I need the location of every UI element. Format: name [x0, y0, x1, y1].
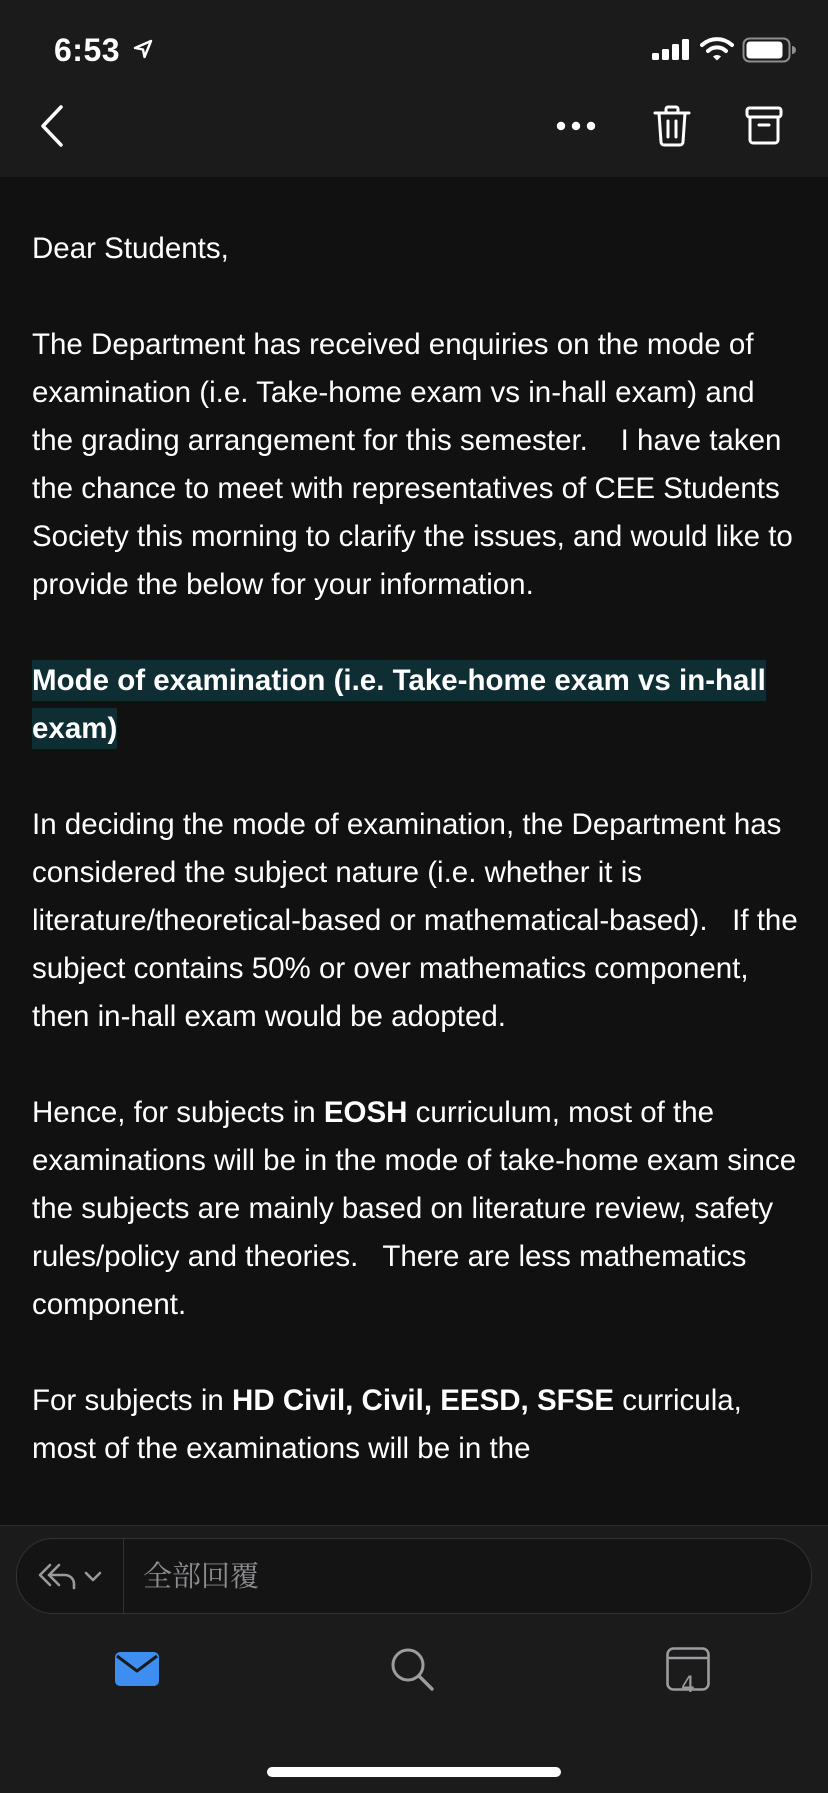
more-button[interactable]: [550, 102, 602, 150]
back-chevron-icon: [39, 104, 65, 148]
message-toolbar: [0, 96, 828, 177]
trash-icon: [653, 105, 691, 147]
status-bar: [0, 0, 828, 96]
back-button[interactable]: [30, 102, 74, 150]
email-paragraph-1: In deciding the mode of examination, the Department has considered the subject nature (i.e. whether it is literature/theoretical-based or mathematical-based). If the subject contains 50% or over mathematics component, then in-hall exam would be adopted.: [32, 808, 806, 1033]
tab-mail[interactable]: [97, 1634, 177, 1704]
reply-all-icon: [37, 1562, 77, 1590]
email-intro: The Department has received enquiries on the mode of examination (i.e. Take-home exam vs in-hall exam) and the grading arrangement for this semester. I have taken the chance to meet with representatives of CEE Students Society this morning to clarify the issues, and would like to provide the below for your information.: [32, 328, 802, 601]
chevron-down-icon: [83, 1569, 103, 1583]
more-icon: [556, 121, 596, 131]
signal-icon: [652, 38, 690, 60]
status-time: 6:53: [54, 32, 121, 68]
para3-after: curricula, most of the examinations will be in the: [32, 1384, 742, 1465]
email-paragraph-3: [32, 1377, 802, 1473]
battery-icon: [742, 37, 796, 63]
section-heading: [32, 657, 802, 753]
wifi-icon: [700, 36, 734, 62]
reply-panel: [0, 1525, 828, 1793]
archive-icon: [745, 106, 783, 146]
tab-calendar[interactable]: [648, 1634, 728, 1704]
para3-before: For subjects in: [32, 1384, 233, 1417]
reply-mode-toggle[interactable]: [17, 1539, 124, 1613]
archive-button[interactable]: [740, 100, 788, 152]
tab-bar: [0, 1634, 828, 1734]
para2-after: curriculum, most of the examinations will be in the mode of take-home exam since the subjects are mainly based on literature review, safety rules/policy and theories. There are less mathematics component.: [32, 1096, 805, 1321]
para2-before: Hence, for subjects in: [32, 1096, 324, 1129]
calendar-icon-wrap: [666, 1647, 710, 1698]
email-paragraph-2: [32, 1089, 805, 1329]
section-heading-text: Mode of examination (i.e. Take-home exam vs in-hall exam): [32, 660, 766, 749]
para2-bold: EOSH: [323, 1096, 408, 1129]
reply-all-input[interactable]: [143, 1555, 783, 1597]
email-body: [32, 225, 806, 1521]
search-icon: [388, 1645, 436, 1693]
email-body-scroll[interactable]: [0, 177, 828, 1525]
tab-search[interactable]: [372, 1634, 452, 1704]
location-arrow-icon: [132, 38, 154, 60]
home-indicator[interactable]: [267, 1767, 561, 1777]
delete-button[interactable]: [648, 100, 696, 152]
mail-icon: [114, 1651, 160, 1687]
calendar-day: 4: [681, 1673, 695, 1698]
para3-bold: HD Civil, Civil, EESD, SFSE: [232, 1384, 614, 1417]
reply-bar: [16, 1538, 812, 1614]
email-greeting: Dear Students,: [32, 232, 229, 265]
